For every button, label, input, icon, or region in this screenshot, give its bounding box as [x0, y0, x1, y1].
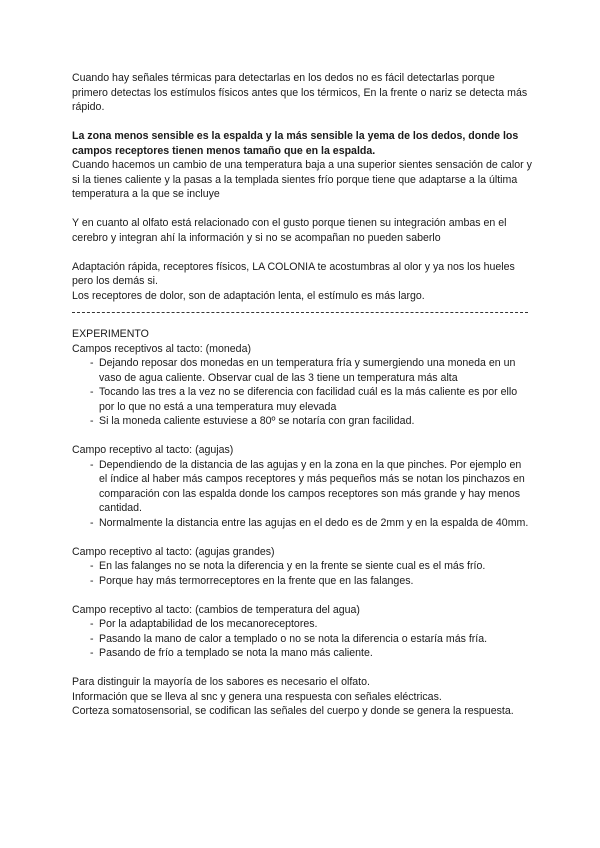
- list-item: - Pasando la mano de calor a templado o no se nota la diferencia o estaría más fría.: [90, 632, 488, 645]
- dash-bullet: -: [90, 560, 94, 572]
- dash-bullet: -: [90, 415, 94, 427]
- paragraph-pain-receptors: Los receptores de dolor, son de adaptación lenta, el estímulo es más largo.: [72, 289, 425, 302]
- paragraph-flavors: Para distinguir la mayoría de los sabores es necesario el olfato.: [72, 676, 370, 688]
- section-heading: Campo receptivo al tacto: (agujas grandes): [72, 545, 275, 558]
- dash-bullet: -: [90, 574, 94, 587]
- list-item: - Tocando las tres a la vez no se diferencia con facilidad cuál es la más caliente es por ello por lo que no está a una temperatura muy elevada: [90, 386, 518, 413]
- list-item: - Pasando de frío a templado se nota la mano más caliente.: [90, 647, 373, 659]
- list-item: - Normalmente la distancia entre las agujas en el dedo es de 2mm y en la espalda de 40mm.: [90, 516, 529, 529]
- section-heading: Campo receptivo al tacto: (cambios de temperatura del agua): [72, 603, 360, 616]
- dash-bullet: -: [90, 458, 94, 471]
- paragraph-temperature-change: Cuando hacemos un cambio de una temperatura baja a una superior sientes sensación de calor y si la tienes caliente y la pasas a la templada sientes frío porque tiene que adaptarse a la última temperatura a la que se incluye: [72, 159, 532, 200]
- experiment-title: EXPERIMENTO: [72, 328, 149, 340]
- dash-bullet: -: [90, 647, 94, 659]
- section-heading: Campos receptivos al tacto: (moneda): [72, 342, 251, 355]
- list-item: - Si la moneda caliente estuviese a 80º se notaría con gran facilidad.: [90, 415, 415, 427]
- paragraph-somatosensory: Corteza somatosensorial, se codifican las señales del cuerpo y donde se genera la respuesta.: [72, 705, 514, 717]
- list-item: - Por la adaptabilidad de los mecanoreceptores.: [90, 618, 318, 630]
- list-item: - Porque hay más termorreceptores en la frente que en las falanges.: [90, 574, 414, 587]
- list-item: - Dependiendo de la distancia de las agujas y en la zona en la que pinches. Por ejemplo en el índice al haber más campos receptores y más pequeños más se notan los pinchazos en comparación con las espalda donde los campos receptores son más grande y hay menos cantidad.: [90, 458, 525, 514]
- dash-bullet: -: [90, 632, 94, 645]
- bullet-list: [72, 617, 532, 661]
- document-body: [72, 71, 532, 719]
- paragraph-snc: Información que se lleva al snc y genera una respuesta con señales eléctricas.: [72, 690, 442, 703]
- dash-bullet: -: [90, 516, 94, 529]
- section-divider: [72, 312, 528, 313]
- dash-bullet: -: [90, 618, 94, 630]
- bullet-list: [72, 458, 532, 531]
- dash-bullet: -: [90, 357, 94, 369]
- dash-bullet: -: [90, 386, 94, 398]
- paragraph-thermal-signals: Cuando hay señales térmicas para detectarlas en los dedos no es fácil detectarlas porque primero detectas los estímulos físicos antes que los térmicos, En la frente o nariz se detecta más rápido.: [72, 72, 528, 113]
- paragraph-bold-sensitivity: La zona menos sensible es la espalda y la más sensible la yema de los dedos, donde los campos receptores tienen menos tamaño que en la espalda.: [72, 130, 519, 157]
- paragraph-olfaction: Y en cuanto al olfato está relacionado con el gusto porque tienen su integración ambas en el cerebro y integran ahí la información y si no se acompañan no pueden saberlo: [72, 217, 507, 244]
- bullet-list: [72, 356, 532, 429]
- bullet-list: [72, 559, 532, 588]
- list-item: - Dejando reposar dos monedas en un temperatura fría y sumergiendo una moneda en un vaso de agua caliente. Observar cual de las 3 tiene un temperatura más alta: [90, 357, 516, 384]
- section-heading: Campo receptivo al tacto: (agujas): [72, 444, 234, 456]
- paragraph-fast-adaptation: Adaptación rápida, receptores físicos, LA COLONIA te acostumbras al olor y ya nos los hueles pero los demás si.: [72, 260, 515, 287]
- list-item: - En las falanges no se nota la diferencia y en la frente se siente cual es el más frío.: [90, 560, 486, 572]
